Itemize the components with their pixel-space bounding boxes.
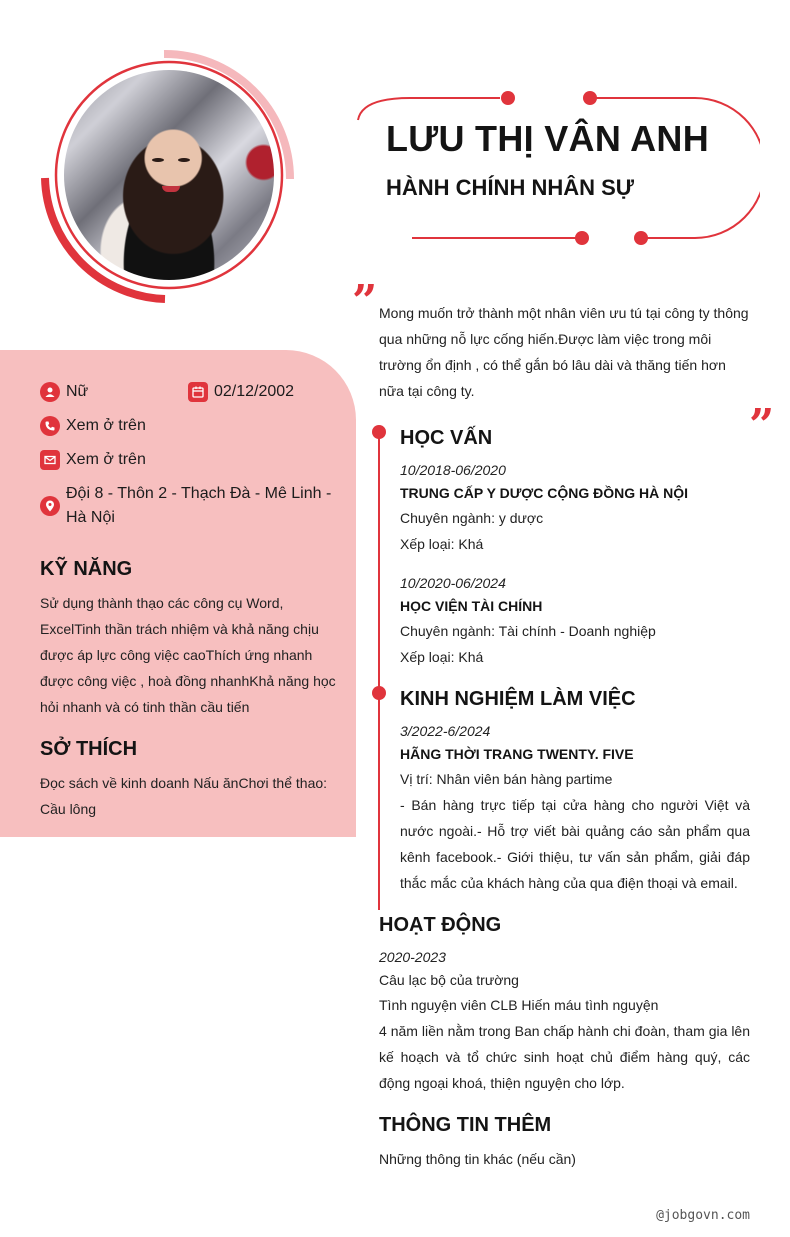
education-heading: HỌC VẤN (400, 427, 493, 449)
user-icon (40, 382, 60, 402)
gender-value: Nữ (66, 383, 89, 400)
experience-description: - Bán hàng trực tiếp tại cửa hàng cho người Việt và nước ngoài.- Hỗ trợ viết bài quảng cáo sản phẩm qua kênh facebook.- Giới thiệu, tư vấn sản phẩm, giải đáp thắc mắc của khách hàng của qua điện thoại và email. (400, 797, 750, 891)
photo-mouth (162, 186, 180, 192)
extra-heading: THÔNG TIN THÊM (379, 1114, 552, 1136)
hobbies-heading: SỞ THÍCH (40, 738, 138, 760)
candidate-role: HÀNH CHÍNH NHÂN SỰ (386, 175, 635, 200)
profile-photo (64, 70, 274, 280)
name-frame (350, 80, 760, 260)
hobbies-text: Đọc sách về kinh doanh Nấu ănChơi thể thao: Cầu lông (40, 775, 328, 817)
timeline-line (378, 432, 380, 910)
experience-position: Vị trí: Nhân viên bán hàng partime (400, 771, 613, 787)
photo-eye (152, 158, 164, 162)
birthday-row (188, 380, 294, 404)
phone-icon (40, 416, 60, 436)
calendar-icon (188, 382, 208, 402)
education-school: HỌC VIỆN TÀI CHÍNH (400, 598, 543, 614)
extra-text: Những thông tin khác (nếu cần) (379, 1151, 576, 1167)
experience-company: HÃNG THỜI TRANG TWENTY. FIVE (400, 746, 634, 762)
timeline-dot (372, 425, 386, 439)
email-value: Xem ở trên (66, 451, 146, 468)
timeline-dot (372, 686, 386, 700)
skills-heading: KỸ NĂNG (40, 558, 133, 580)
address-row (40, 482, 340, 530)
education-grade: Xếp loại: Khá (400, 649, 484, 665)
activities-date: 2020-2023 (379, 949, 446, 965)
education-major: Chuyên ngành: Tài chính - Doanh nghiệp (400, 623, 656, 639)
experience-date: 3/2022-6/2024 (400, 723, 491, 739)
email-row (40, 448, 146, 472)
activities-org: Câu lạc bộ của trường (379, 972, 519, 988)
activities-description: 4 năm liền nằm trong Ban chấp hành chi đoàn, tham gia lên kế hoạch và tổ chức sinh hoạt chủ điểm hàng quý, các động ngoại khoá, thiện nguyện cho lớp. (379, 1023, 750, 1091)
gender-row (40, 380, 88, 404)
education-school: TRUNG CẤP Y DƯỢC CỘNG ĐỒNG HÀ NỘI (400, 485, 689, 501)
education-grade: Xếp loại: Khá (400, 536, 484, 552)
mail-icon (40, 450, 60, 470)
education-date: 10/2018-06/2020 (400, 462, 506, 478)
candidate-name: LƯU THỊ VÂN ANH (386, 118, 710, 159)
location-icon (40, 496, 60, 516)
education-date: 10/2020-06/2024 (400, 575, 506, 591)
experience-heading: KINH NGHIỆM LÀM VIỆC (400, 688, 636, 710)
footer-watermark: @jobgovn.com (656, 1208, 750, 1223)
phone-value: Xem ở trên (66, 417, 146, 434)
address-value: Đội 8 - Thôn 2 - Thạch Đà - Mê Linh - Hà Nội (66, 485, 332, 526)
activities-role: Tình nguyện viên CLB Hiến máu tình nguyện (379, 997, 659, 1013)
quote-close-icon: ” (749, 400, 775, 451)
skills-text: Sử dụng thành thạo các công cụ Word, ExcelTinh thần trách nhiệm và khả năng chịu được áp lực công việc caoThích ứng nhanh được công việc , hoà đồng nhanhKhả năng học hỏi nhanh và có tinh thần cầu tiến (40, 595, 336, 715)
career-objective: Mong muốn trở thành một nhân viên ưu tú tại công ty thông qua những nỗ lực cống hiến.Được làm việc trong môi trường ổn định , có thể gắn bó lâu dài và thăng tiến hơn nữa tại công ty. (379, 305, 749, 399)
birthday-value: 02/12/2002 (214, 383, 295, 400)
quote-open-icon: ” (352, 276, 378, 327)
education-major: Chuyên ngành: y dược (400, 510, 544, 526)
phone-row (40, 414, 146, 438)
avatar-frame (38, 48, 296, 304)
photo-eye (178, 158, 190, 162)
activities-heading: HOẠT ĐỘNG (379, 914, 502, 936)
